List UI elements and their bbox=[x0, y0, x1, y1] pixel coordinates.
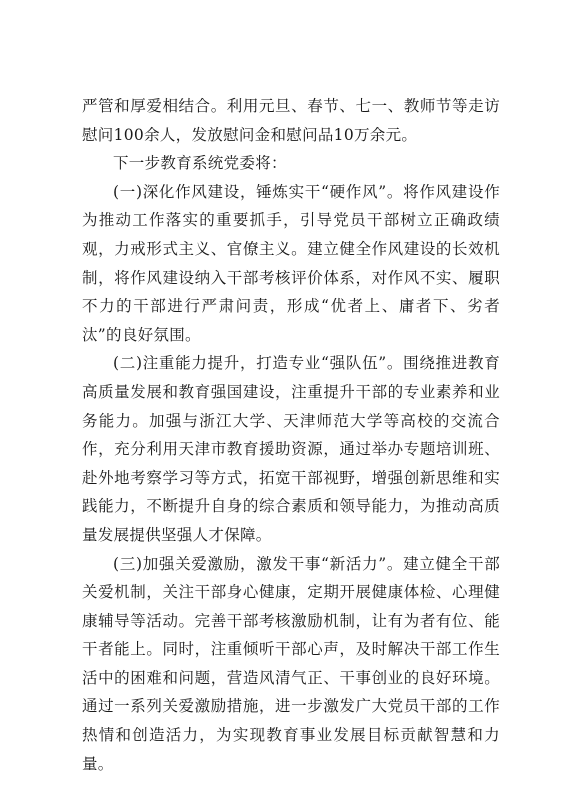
item-2-heading: (二)注重能力提升，打造专业“强队伍”。 bbox=[113, 354, 404, 373]
paragraph-intro: 严管和厚爱相结合。利用元旦、春节、七一、教师节等走访慰问100余人，发放慰问金和慰问品10万余元。 bbox=[82, 97, 500, 144]
item-3-heading: (三)加强关爱激励，激发干事“新活力”。 bbox=[113, 554, 404, 573]
item-3-body: 建立健全干部关爱机制，关注干部身心健康，定期开展健康体检、心理健康辅导等活动。完善干部考核激励机制，让有为者有位、能干者能上。同时，注重倾听干部心声，及时解决干部工作生活中的困难和问题，营造风清气正、干事创业的良好环境。通过一系列关爱激励措施，进一步激发广大党员干部的工作热情和创造活力，为实现教育事业发展目标贡献智慧和力量。 bbox=[82, 554, 500, 773]
paragraph-next-steps: 下一步教育系统党委将： bbox=[113, 154, 287, 173]
paragraph-item-2 bbox=[82, 349, 500, 549]
paragraph-item-3 bbox=[82, 550, 500, 779]
item-1-body: 将作风建设作为推动工作落实的重要抓手，引导党员干部树立正确政绩观，力戒形式主义、官僚主义。建立健全作风建设的长效机制，将作风建设纳入干部考核评价体系，对作风不实、履职不力的干部进行严肃问责，形成“优者上、庸者下、劣者汰”的良好氛围。 bbox=[82, 182, 500, 344]
document-page bbox=[82, 92, 500, 778]
paragraph-item-1 bbox=[82, 178, 500, 350]
item-1-heading: (一)深化作风建设，锤炼实干“硬作风”。 bbox=[113, 182, 404, 201]
item-2-body: 围绕推进教育高质量发展和教育强国建设，注重提升干部的专业素养和业务能力。加强与浙江大学、天津师范大学等高校的交流合作，充分利用天津市教育援助资源，通过举办专题培训班、赴外地考察学习等方式，拓宽干部视野，增强创新思维和实践能力，不断提升自身的综合素质和领导能力，为推动高质量发展提供坚强人才保障。 bbox=[82, 354, 500, 544]
